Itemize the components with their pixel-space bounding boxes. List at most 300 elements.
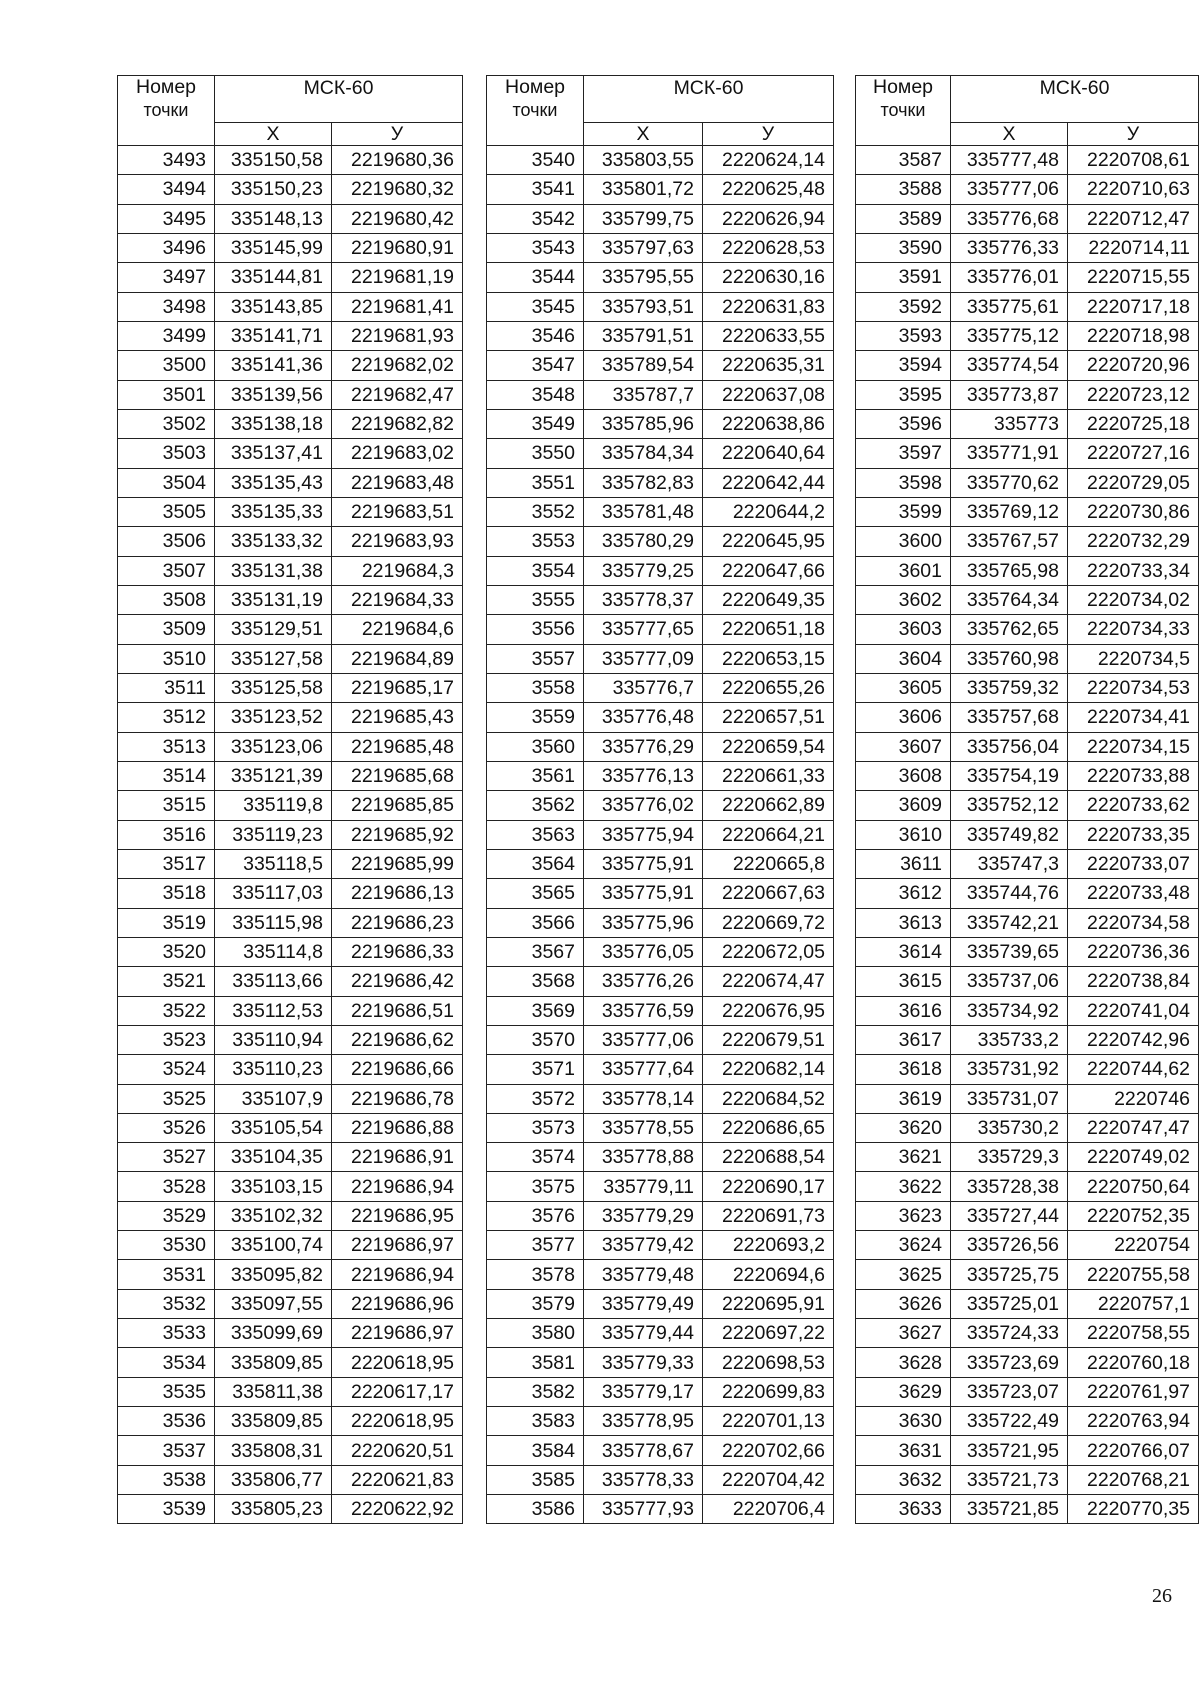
coordinate-system-header: МСК-60 [584,76,834,123]
point-number-cell: 3567 [487,937,584,966]
point-number-cell: 3580 [487,1319,584,1348]
table-row [118,380,463,409]
table-row [487,732,834,761]
y-coordinate-cell: 2219686,97 [332,1231,463,1260]
x-coordinate-cell: 335135,33 [215,497,332,526]
x-coordinate-cell: 335779,25 [584,556,703,585]
table-row [856,996,1199,1025]
point-number-cell: 3526 [118,1113,215,1142]
table-row [487,1348,834,1377]
point-number-cell: 3604 [856,644,951,673]
x-coordinate-cell: 335778,67 [584,1436,703,1465]
y-coordinate-cell: 2219680,91 [332,233,463,262]
x-coordinate-cell: 335113,66 [215,967,332,996]
x-coordinate-cell: 335131,38 [215,556,332,585]
y-coordinate-cell: 2219684,6 [332,615,463,644]
point-number-cell: 3588 [856,175,951,204]
y-coordinate-cell: 2219683,02 [332,439,463,468]
x-coordinate-cell: 335775,91 [584,879,703,908]
y-coordinate-cell: 2220712,47 [1068,204,1199,233]
x-coordinate-cell: 335724,33 [951,1319,1068,1348]
point-number-cell: 3586 [487,1495,584,1524]
table-row [118,175,463,204]
table-row [856,615,1199,644]
x-coordinate-cell: 335777,65 [584,615,703,644]
x-coordinate-cell: 335776,7 [584,673,703,702]
y-coordinate-cell: 2220657,51 [703,703,834,732]
table-row [856,967,1199,996]
y-coordinate-cell: 2219685,17 [332,673,463,702]
point-number-cell: 3513 [118,732,215,761]
x-coordinate-cell: 335726,56 [951,1231,1068,1260]
point-number-cell: 3557 [487,644,584,673]
y-coordinate-cell: 2220655,26 [703,673,834,702]
point-number-cell: 3587 [856,146,951,175]
table-row [856,849,1199,878]
table-row [118,937,463,966]
y-coordinate-cell: 2220733,07 [1068,849,1199,878]
point-number-cell: 3516 [118,820,215,849]
y-coordinate-cell: 2220717,18 [1068,292,1199,321]
table-row [856,409,1199,438]
point-number-cell: 3549 [487,409,584,438]
table-row [118,908,463,937]
table-row [118,644,463,673]
table-row [856,1289,1199,1318]
table-row [856,439,1199,468]
x-coordinate-cell: 335775,94 [584,820,703,849]
x-coordinate-cell: 335721,85 [951,1495,1068,1524]
coordinate-system-header: МСК-60 [951,76,1199,123]
y-coordinate-cell: 2219685,48 [332,732,463,761]
table-row [487,615,834,644]
table-row [487,1231,834,1260]
x-coordinate-cell: 335139,56 [215,380,332,409]
table-row [118,1465,463,1494]
point-number-cell: 3522 [118,996,215,1025]
x-coordinate-cell: 335793,51 [584,292,703,321]
point-number-cell: 3496 [118,233,215,262]
point-number-cell: 3541 [487,175,584,204]
table-row [118,761,463,790]
point-number-cell: 3628 [856,1348,951,1377]
table-row [118,1289,463,1318]
x-coordinate-cell: 335721,73 [951,1465,1068,1494]
x-coordinate-cell: 335123,52 [215,703,332,732]
table-row [118,146,463,175]
table-row [118,439,463,468]
table-row [487,644,834,673]
table-row [856,292,1199,321]
point-number-cell: 3559 [487,703,584,732]
point-number-cell: 3532 [118,1289,215,1318]
y-coordinate-cell: 2220688,54 [703,1143,834,1172]
y-column-header: У [703,123,834,146]
point-number-cell: 3547 [487,351,584,380]
y-coordinate-cell: 2220733,35 [1068,820,1199,849]
x-coordinate-cell: 335728,38 [951,1172,1068,1201]
x-coordinate-cell: 335778,14 [584,1084,703,1113]
x-coordinate-cell: 335731,92 [951,1055,1068,1084]
table-row [856,1084,1199,1113]
table-row [856,1407,1199,1436]
x-coordinate-cell: 335752,12 [951,791,1068,820]
point-number-cell: 3520 [118,937,215,966]
x-coordinate-cell: 335105,54 [215,1113,332,1142]
table-row [118,615,463,644]
table-row [118,732,463,761]
x-coordinate-cell: 335803,55 [584,146,703,175]
table-row [487,1407,834,1436]
x-coordinate-cell: 335723,07 [951,1377,1068,1406]
point-number-cell: 3555 [487,585,584,614]
page-number: 26 [1152,1585,1172,1607]
point-number-cell: 3583 [487,1407,584,1436]
table-row [487,380,834,409]
x-coordinate-cell: 335808,31 [215,1436,332,1465]
y-coordinate-cell: 2219685,85 [332,791,463,820]
y-coordinate-cell: 2219686,33 [332,937,463,966]
y-coordinate-cell: 2219686,94 [332,1260,463,1289]
x-coordinate-cell: 335095,82 [215,1260,332,1289]
table-row [487,791,834,820]
y-coordinate-cell: 2220618,95 [332,1348,463,1377]
x-coordinate-cell: 335776,13 [584,761,703,790]
y-coordinate-cell: 2219684,89 [332,644,463,673]
x-coordinate-cell: 335778,55 [584,1113,703,1142]
x-coordinate-cell: 335776,59 [584,996,703,1025]
table-row [487,1319,834,1348]
y-coordinate-cell: 2220754 [1068,1231,1199,1260]
x-coordinate-cell: 335117,03 [215,879,332,908]
table-row [118,1055,463,1084]
coordinate-system-header: МСК-60 [215,76,463,123]
table-row [487,1289,834,1318]
x-coordinate-cell: 335769,12 [951,497,1068,526]
y-coordinate-cell: 2219686,95 [332,1201,463,1230]
x-coordinate-cell: 335144,81 [215,263,332,292]
point-number-cell: 3540 [487,146,584,175]
x-coordinate-cell: 335112,53 [215,996,332,1025]
y-coordinate-cell: 2219684,33 [332,585,463,614]
point-number-cell: 3612 [856,879,951,908]
point-number-cell: 3596 [856,409,951,438]
point-number-cell: 3552 [487,497,584,526]
x-coordinate-cell: 335097,55 [215,1289,332,1318]
point-number-cell: 3503 [118,439,215,468]
y-coordinate-cell: 2219681,19 [332,263,463,292]
point-number-cell: 3561 [487,761,584,790]
point-number-cell: 3593 [856,321,951,350]
table-row [856,673,1199,702]
point-number-cell: 3508 [118,585,215,614]
table-row [487,527,834,556]
point-number-cell: 3594 [856,351,951,380]
table-row [118,556,463,585]
y-coordinate-cell: 2220763,94 [1068,1407,1199,1436]
x-coordinate-cell: 335773,87 [951,380,1068,409]
y-coordinate-cell: 2219683,48 [332,468,463,497]
y-coordinate-cell: 2220698,53 [703,1348,834,1377]
table-row [487,585,834,614]
y-coordinate-cell: 2220631,83 [703,292,834,321]
point-number-cell: 3505 [118,497,215,526]
table-row [487,703,834,732]
table-row [118,849,463,878]
table-row [118,1348,463,1377]
table-row [856,1025,1199,1054]
y-coordinate-cell: 2220734,58 [1068,908,1199,937]
x-coordinate-cell: 335103,15 [215,1172,332,1201]
point-number-cell: 3495 [118,204,215,233]
table-row [856,351,1199,380]
point-number-cell: 3565 [487,879,584,908]
y-coordinate-cell: 2220702,66 [703,1436,834,1465]
x-coordinate-cell: 335777,09 [584,644,703,673]
point-number-cell: 3502 [118,409,215,438]
y-coordinate-cell: 2220744,62 [1068,1055,1199,1084]
point-number-cell: 3607 [856,732,951,761]
table-row [118,351,463,380]
table-row [856,644,1199,673]
y-coordinate-cell: 2220665,8 [703,849,834,878]
point-number-cell: 3493 [118,146,215,175]
y-coordinate-cell: 2220697,22 [703,1319,834,1348]
point-number-cell: 3518 [118,879,215,908]
x-coordinate-cell: 335785,96 [584,409,703,438]
x-coordinate-cell: 335733,2 [951,1025,1068,1054]
point-number-cell: 3621 [856,1143,951,1172]
x-coordinate-cell: 335777,06 [584,1025,703,1054]
point-number-cell: 3572 [487,1084,584,1113]
point-number-cell: 3515 [118,791,215,820]
x-coordinate-cell: 335723,69 [951,1348,1068,1377]
x-coordinate-cell: 335150,58 [215,146,332,175]
table-row [856,263,1199,292]
point-number-cell: 3582 [487,1377,584,1406]
y-coordinate-cell: 2220676,95 [703,996,834,1025]
point-number-cell: 3533 [118,1319,215,1348]
point-number-cell: 3531 [118,1260,215,1289]
table-row [856,820,1199,849]
point-number-cell: 3597 [856,439,951,468]
x-coordinate-cell: 335143,85 [215,292,332,321]
point-number-cell: 3619 [856,1084,951,1113]
point-number-cell: 3511 [118,673,215,702]
x-coordinate-cell: 335739,65 [951,937,1068,966]
table-row [118,585,463,614]
x-coordinate-cell: 335757,68 [951,703,1068,732]
x-coordinate-cell: 335770,62 [951,468,1068,497]
x-coordinate-cell: 335133,32 [215,527,332,556]
x-coordinate-cell: 335809,85 [215,1348,332,1377]
x-coordinate-cell: 335787,7 [584,380,703,409]
x-coordinate-cell: 335777,93 [584,1495,703,1524]
table-row [856,1055,1199,1084]
point-number-cell: 3577 [487,1231,584,1260]
table-row [118,1436,463,1465]
point-number-cell: 3554 [487,556,584,585]
x-coordinate-cell: 335127,58 [215,644,332,673]
point-number-cell: 3501 [118,380,215,409]
table-row [118,1113,463,1142]
point-number-cell: 3510 [118,644,215,673]
x-coordinate-cell: 335776,01 [951,263,1068,292]
y-coordinate-cell: 2219685,43 [332,703,463,732]
point-number-cell: 3606 [856,703,951,732]
point-number-cell: 3536 [118,1407,215,1436]
y-coordinate-cell: 2219685,92 [332,820,463,849]
point-number-cell: 3544 [487,263,584,292]
y-coordinate-cell: 2220770,35 [1068,1495,1199,1524]
y-coordinate-cell: 2219684,3 [332,556,463,585]
y-coordinate-cell: 2220638,86 [703,409,834,438]
table-row [856,761,1199,790]
x-coordinate-cell: 335747,3 [951,849,1068,878]
x-coordinate-cell: 335110,23 [215,1055,332,1084]
y-coordinate-cell: 2220645,95 [703,527,834,556]
x-coordinate-cell: 335756,04 [951,732,1068,761]
table-row [487,908,834,937]
y-coordinate-cell: 2220760,18 [1068,1348,1199,1377]
y-coordinate-cell: 2220686,65 [703,1113,834,1142]
point-number-cell: 3506 [118,527,215,556]
y-coordinate-cell: 2220679,51 [703,1025,834,1054]
point-number-cell: 3564 [487,849,584,878]
table-row [487,1377,834,1406]
point-number-cell: 3605 [856,673,951,702]
y-coordinate-cell: 2220667,63 [703,879,834,908]
y-coordinate-cell: 2220730,86 [1068,497,1199,526]
table-row [118,204,463,233]
table-row [856,556,1199,585]
y-coordinate-cell: 2220734,53 [1068,673,1199,702]
y-coordinate-cell: 2220734,15 [1068,732,1199,761]
y-coordinate-cell: 2219686,94 [332,1172,463,1201]
table-row [487,1465,834,1494]
point-number-cell: 3512 [118,703,215,732]
y-coordinate-cell: 2220628,53 [703,233,834,262]
y-coordinate-cell: 2219686,96 [332,1289,463,1318]
table-row [856,1465,1199,1494]
y-coordinate-cell: 2219681,41 [332,292,463,321]
x-coordinate-cell: 335776,02 [584,791,703,820]
point-number-cell: 3627 [856,1319,951,1348]
y-coordinate-cell: 2220732,29 [1068,527,1199,556]
x-coordinate-cell: 335781,48 [584,497,703,526]
x-coordinate-cell: 335779,42 [584,1231,703,1260]
y-coordinate-cell: 2220714,11 [1068,233,1199,262]
x-coordinate-cell: 335722,49 [951,1407,1068,1436]
x-coordinate-cell: 335779,29 [584,1201,703,1230]
y-coordinate-cell: 2220637,08 [703,380,834,409]
y-coordinate-cell: 2220661,33 [703,761,834,790]
x-coordinate-cell: 335809,85 [215,1407,332,1436]
y-coordinate-cell: 2220749,02 [1068,1143,1199,1172]
x-coordinate-cell: 335776,33 [951,233,1068,262]
x-coordinate-cell: 335129,51 [215,615,332,644]
table-row [856,468,1199,497]
y-coordinate-cell: 2219682,82 [332,409,463,438]
point-number-cell: 3590 [856,233,951,262]
y-coordinate-cell: 2220691,73 [703,1201,834,1230]
y-coordinate-cell: 2219685,68 [332,761,463,790]
point-number-cell: 3629 [856,1377,951,1406]
x-coordinate-cell: 335771,91 [951,439,1068,468]
table-row [487,1025,834,1054]
table-row [856,1377,1199,1406]
point-number-cell: 3610 [856,820,951,849]
table-row [856,1436,1199,1465]
y-coordinate-cell: 2220649,35 [703,585,834,614]
y-coordinate-cell: 2220750,64 [1068,1172,1199,1201]
table-row [856,233,1199,262]
y-coordinate-cell: 2220718,98 [1068,321,1199,350]
table-row [487,996,834,1025]
point-number-cell: 3529 [118,1201,215,1230]
x-coordinate-cell: 335779,17 [584,1377,703,1406]
table-row [487,439,834,468]
y-coordinate-cell: 2220758,55 [1068,1319,1199,1348]
x-coordinate-cell: 335742,21 [951,908,1068,937]
x-coordinate-cell: 335777,06 [951,175,1068,204]
table-row [487,321,834,350]
point-number-cell: 3626 [856,1289,951,1318]
y-coordinate-cell: 2220630,16 [703,263,834,292]
x-coordinate-cell: 335779,11 [584,1172,703,1201]
point-number-cell: 3591 [856,263,951,292]
x-coordinate-cell: 335789,54 [584,351,703,380]
table-row [487,937,834,966]
point-number-cell: 3574 [487,1143,584,1172]
point-number-cell: 3539 [118,1495,215,1524]
y-coordinate-cell: 2220757,1 [1068,1289,1199,1318]
x-coordinate-cell: 335734,92 [951,996,1068,1025]
point-number-cell: 3623 [856,1201,951,1230]
y-coordinate-cell: 2220704,42 [703,1465,834,1494]
y-coordinate-cell: 2220664,21 [703,820,834,849]
y-coordinate-cell: 2220694,6 [703,1260,834,1289]
x-coordinate-cell: 335764,34 [951,585,1068,614]
table-row [118,1143,463,1172]
coordinate-table-2 [486,75,834,1524]
y-coordinate-cell: 2220684,52 [703,1084,834,1113]
x-coordinate-cell: 335115,98 [215,908,332,937]
table-row [856,204,1199,233]
table-row [118,1260,463,1289]
point-number-cell: 3589 [856,204,951,233]
table-row [118,1172,463,1201]
table-row [118,791,463,820]
x-coordinate-cell: 335727,44 [951,1201,1068,1230]
point-number-cell: 3521 [118,967,215,996]
y-coordinate-cell: 2220621,83 [332,1465,463,1494]
y-coordinate-cell: 2220699,83 [703,1377,834,1406]
x-coordinate-cell: 335775,12 [951,321,1068,350]
x-coordinate-cell: 335797,63 [584,233,703,262]
y-coordinate-cell: 2220635,31 [703,351,834,380]
x-coordinate-cell: 335806,77 [215,1465,332,1494]
point-number-cell: 3535 [118,1377,215,1406]
x-coordinate-cell: 335778,33 [584,1465,703,1494]
table-row [118,1231,463,1260]
table-row [118,233,463,262]
y-coordinate-cell: 2220723,12 [1068,380,1199,409]
x-coordinate-cell: 335779,33 [584,1348,703,1377]
y-coordinate-cell: 2219686,78 [332,1084,463,1113]
point-number-cell: 3578 [487,1260,584,1289]
table-row [487,1143,834,1172]
